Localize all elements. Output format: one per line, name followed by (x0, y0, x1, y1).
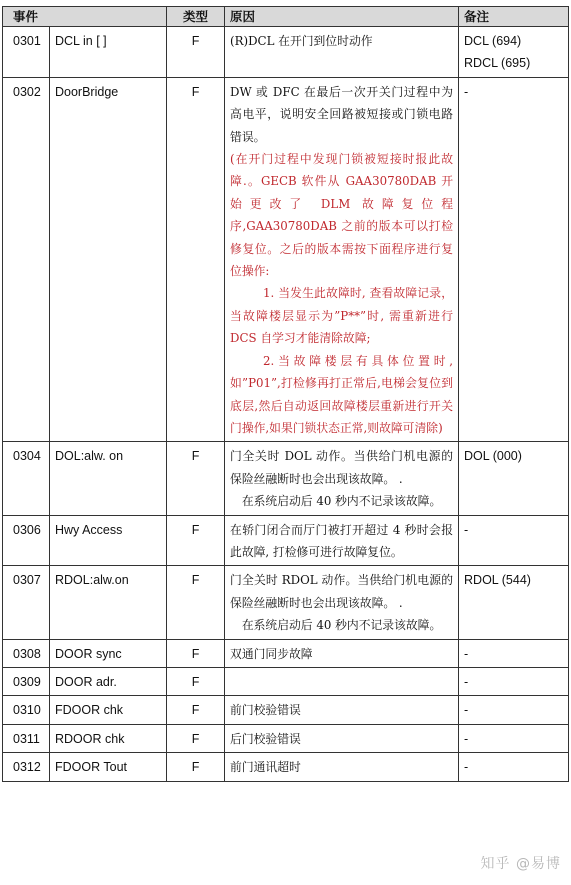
event-name: FDOOR chk (50, 696, 167, 724)
event-note (459, 667, 569, 695)
event-name: Hwy Access (50, 515, 167, 566)
reason-paragraph: 前门校验错误 (230, 703, 301, 718)
event-note (459, 566, 569, 639)
event-type: F (167, 77, 225, 442)
table-body (3, 27, 569, 782)
event-name: DOOR sync (50, 639, 167, 667)
table-row (3, 27, 569, 78)
event-type: F (167, 753, 225, 781)
event-reason (225, 566, 459, 639)
event-code: 0307 (3, 566, 50, 639)
header-reason: 原因 (225, 7, 459, 27)
event-code: 0302 (3, 77, 50, 442)
event-name: FDOOR Tout (50, 753, 167, 781)
event-name: DoorBridge (50, 77, 167, 442)
reason-note-red: (在开门过程中发现门锁被短接时报此故障.。GECB 软件从 GAA30780DAB 开始更改了 DLM 故障复位程序,GAA30780DAB 之前的版本可以打检修复位。之后的版本需按下面程序进行复位操作: (230, 152, 454, 279)
note-line: - (464, 522, 469, 537)
event-code: 0312 (3, 753, 50, 781)
event-reason (225, 724, 459, 752)
table-row (3, 77, 569, 442)
event-reason (225, 639, 459, 667)
event-type: F (167, 724, 225, 752)
event-type: F (167, 566, 225, 639)
reason-note-red: 2.当故障楼层有具体位置时,如”P01”,打检修再打正常后,电梯会复位到底层,然后自动返回故障楼层重新进行开关门操作,如果门锁状态正常,则故障可清除) (230, 353, 454, 435)
reason-note-red: 1. 当发生此故障时, 查看故障记录，当故障楼层显示为”P**”时, 需重新进行 DCS 自学习才能清除故障; (230, 286, 454, 346)
event-reason (225, 77, 459, 442)
header-event: 事件 (3, 7, 167, 27)
event-code: 0310 (3, 696, 50, 724)
event-name: DOOR adr. (50, 667, 167, 695)
table-row (3, 667, 569, 695)
event-name: DOL:alw. on (50, 442, 167, 515)
event-note (459, 724, 569, 752)
event-name: RDOOR chk (50, 724, 167, 752)
event-reason (225, 442, 459, 515)
event-reason (225, 515, 459, 566)
table-row (3, 442, 569, 515)
header-row (3, 7, 569, 27)
note-line: RDOL (544) (464, 573, 531, 588)
event-note (459, 77, 569, 442)
event-code: 0311 (3, 724, 50, 752)
note-line: DOL (000) (464, 449, 522, 464)
note-line: - (464, 703, 469, 718)
event-note (459, 639, 569, 667)
table-row (3, 724, 569, 752)
reason-paragraph: 门全关时 RDOL 动作。当供给门机电源的保险丝融断时也会出现该故障。 . (230, 573, 454, 610)
event-code: 0308 (3, 639, 50, 667)
note-line: - (464, 84, 469, 99)
event-type: F (167, 515, 225, 566)
note-line: - (464, 674, 469, 689)
event-code: 0309 (3, 667, 50, 695)
event-note (459, 515, 569, 566)
event-reason (225, 667, 459, 695)
reason-paragraph: 在系统启动后 40 秒内不记录该故障。 (241, 618, 442, 633)
event-type: F (167, 442, 225, 515)
watermark: 知乎 @易博 (480, 856, 561, 872)
event-name: DCL in [ ] (50, 27, 167, 78)
event-code: 0306 (3, 515, 50, 566)
reason-paragraph: 在轿门闭合而厅门被打开超过 4 秒时会报此故障, 打检修可进行故障复位。 (230, 522, 454, 559)
note-line: DCL (694) (464, 34, 522, 48)
event-note (459, 442, 569, 515)
reason-paragraph: 双通门同步故障 (230, 646, 313, 661)
event-type: F (167, 639, 225, 667)
event-note (459, 27, 569, 78)
event-reason (225, 753, 459, 781)
table-row (3, 515, 569, 566)
event-note (459, 696, 569, 724)
event-code: 0301 (3, 27, 50, 78)
event-type: F (167, 667, 225, 695)
header-note: 备注 (459, 7, 569, 27)
reason-paragraph: 门全关时 DOL 动作。当供给门机电源的保险丝融断时也会出现该故障。 . (230, 449, 454, 486)
event-reason (225, 27, 459, 78)
reason-paragraph: 前门通讯超时 (230, 760, 301, 775)
table-row (3, 696, 569, 724)
event-reason (225, 696, 459, 724)
note-line: - (464, 760, 469, 775)
note-line: - (464, 731, 469, 746)
note-line: RDCL (695) (464, 56, 531, 71)
table-row (3, 753, 569, 781)
event-type: F (167, 27, 225, 78)
table-row (3, 639, 569, 667)
event-type: F (167, 696, 225, 724)
header-type: 类型 (167, 7, 225, 27)
fault-code-table (2, 6, 569, 782)
reason-paragraph: 在系统启动后 40 秒内不记录该故障。 (241, 494, 442, 509)
reason-paragraph: DW 或 DFC 在最后一次开关门过程中为高电平，说明安全回路被短接或门锁电路错误。 (230, 84, 454, 144)
reason-paragraph: 后门校验错误 (230, 731, 301, 746)
event-code: 0304 (3, 442, 50, 515)
note-line: - (464, 646, 469, 661)
table-row (3, 566, 569, 639)
event-name: RDOL:alw.on (50, 566, 167, 639)
event-note (459, 753, 569, 781)
reason-paragraph: (R)DCL 在开门到位时动作 (230, 34, 373, 48)
